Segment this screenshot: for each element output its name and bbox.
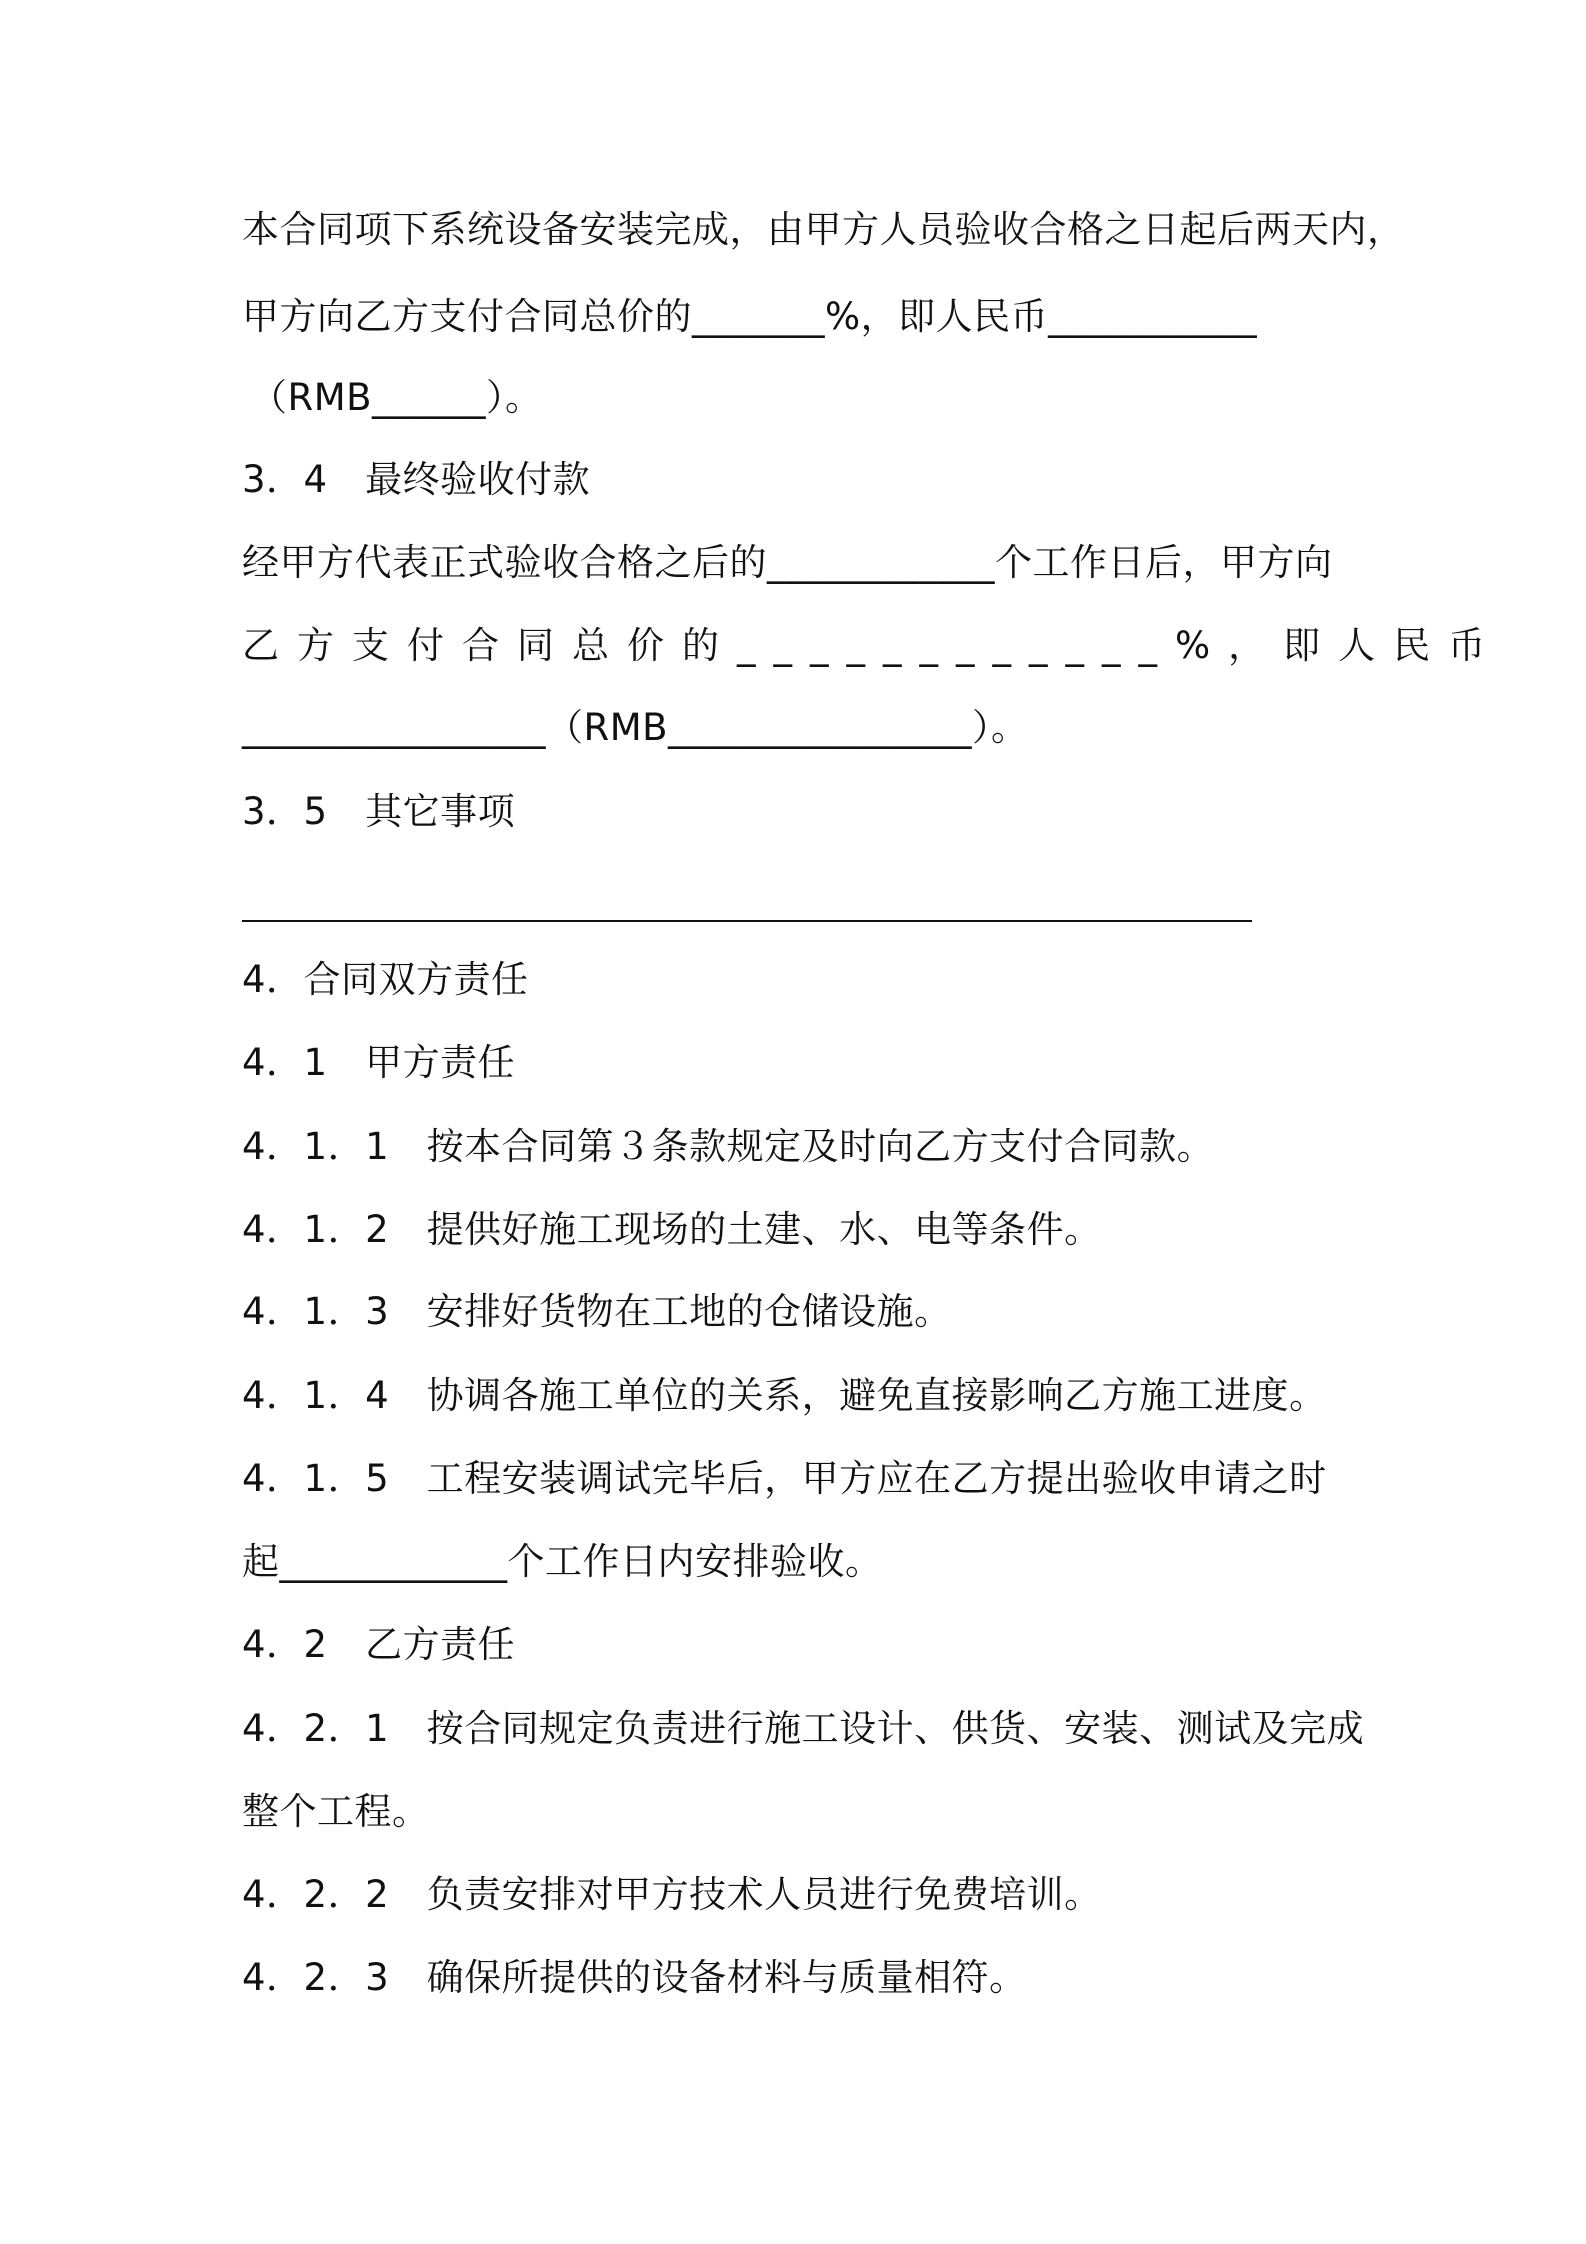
final-payment-line-3: ________________（RMB________________）。: [242, 706, 1029, 749]
clause-4-2-1-line-2: 整个工程。: [242, 1790, 430, 1833]
payment-text-line-3: （RMB______）。: [250, 376, 543, 419]
section-heading-4-2: 4．2 乙方责任: [242, 1623, 516, 1666]
section-heading-4: 4．合同双方责任: [242, 958, 529, 1001]
clause-4-2-1-line-1: 4．2．1 按合同规定负责进行施工设计、供货、安装、测试及完成: [242, 1707, 1365, 1750]
clause-4-1-5-line-1: 4．1．5 工程安装调试完毕后，甲方应在乙方提出验收申请之时: [242, 1457, 1327, 1500]
section-heading-3-4: 3．4 最终验收付款: [242, 458, 591, 501]
section-heading-3-5: 3．5 其它事项: [242, 790, 516, 833]
payment-text-line-2: 甲方向乙方支付合同总价的_______%，即人民币___________: [242, 295, 1258, 338]
section-heading-4-1: 4．1 甲方责任: [242, 1041, 516, 1084]
final-payment-line-2: 乙方支付合同总价的____________%，即人民币: [242, 624, 1504, 667]
clause-4-1-2: 4．1．2 提供好施工现场的土建、水、电等条件。: [242, 1208, 1102, 1251]
clause-4-2-2: 4．2．2 负责安排对甲方技术人员进行免费培训。: [242, 1873, 1102, 1916]
clause-4-2-3: 4．2．3 确保所提供的设备材料与质量相符。: [242, 1956, 1027, 1999]
other-matters-blank-line: [242, 920, 1252, 922]
clause-4-1-1: 4．1．1 按本合同第３条款规定及时向乙方支付合同款。: [242, 1125, 1215, 1168]
payment-text-line-1: 本合同项下系统设备安装完成，由甲方人员验收合格之日起后两天内，: [242, 208, 1405, 251]
final-payment-line-1: 经甲方代表正式验收合格之后的____________个工作日后，甲方向: [242, 541, 1333, 584]
clause-4-1-4: 4．1．4 协调各施工单位的关系，避免直接影响乙方施工进度。: [242, 1374, 1327, 1417]
clause-4-1-3: 4．1．3 安排好货物在工地的仓储设施。: [242, 1290, 952, 1333]
clause-4-1-5-line-2: 起____________个工作日内安排验收。: [242, 1540, 883, 1583]
